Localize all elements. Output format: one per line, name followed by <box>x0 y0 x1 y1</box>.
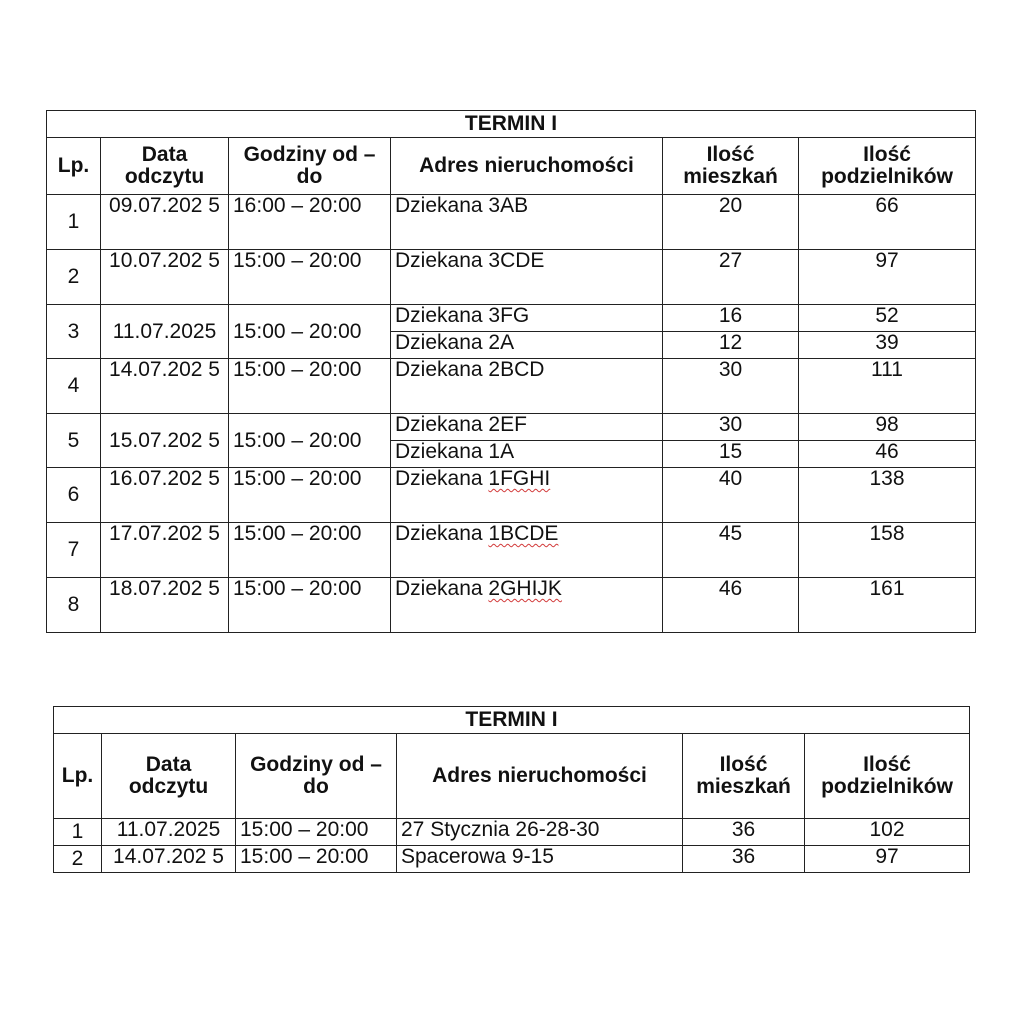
cell-address <box>391 468 663 523</box>
cell-address <box>391 523 663 578</box>
cell-lp: 2 <box>54 846 102 873</box>
cell-hours: 15:00 – 20:00 <box>229 578 391 633</box>
cell-apartments: 45 <box>663 523 799 578</box>
cell-lp: 6 <box>47 468 101 523</box>
address-number: 1FGHI <box>488 467 551 490</box>
address-number: 1BCDE <box>488 522 559 545</box>
cell-address: 27 Stycznia 26-28-30 <box>397 819 683 846</box>
header-address: Adres nieruchomości <box>397 734 683 819</box>
address-street: Dziekana <box>395 194 489 217</box>
cell-hours: 15:00 – 20:00 <box>236 846 397 873</box>
cell-apartments: 36 <box>683 846 805 873</box>
cell-address <box>391 195 663 250</box>
header-hours: Godziny od – do <box>229 138 391 195</box>
cell-date: 15.07.202 5 <box>101 414 229 468</box>
schedule-table-2 <box>53 706 970 873</box>
address-street: Dziekana <box>395 358 489 381</box>
address-number: 1A <box>488 440 515 463</box>
address-street: Dziekana <box>395 440 489 463</box>
schedule-table-1 <box>46 110 976 633</box>
header-hours: Godziny od – do <box>236 734 397 819</box>
table-row <box>54 846 970 873</box>
cell-meters: 39 <box>799 332 976 359</box>
cell-apartments: 15 <box>663 441 799 468</box>
cell-apartments: 12 <box>663 332 799 359</box>
cell-date: 16.07.202 5 <box>101 468 229 523</box>
cell-address <box>391 578 663 633</box>
header-address: Adres nieruchomości <box>391 138 663 195</box>
address-number: 2A <box>488 331 515 354</box>
address-number: 2GHIJK <box>488 577 562 600</box>
address-street: Dziekana <box>395 413 489 436</box>
address-number: 3FG <box>488 304 530 327</box>
cell-apartments: 16 <box>663 305 799 332</box>
cell-lp: 4 <box>47 359 101 414</box>
cell-lp: 1 <box>54 819 102 846</box>
address-street: Dziekana <box>395 304 489 327</box>
cell-meters: 52 <box>799 305 976 332</box>
cell-hours: 15:00 – 20:00 <box>229 305 391 359</box>
cell-apartments: 46 <box>663 578 799 633</box>
header-apartments: Ilość mieszkań <box>683 734 805 819</box>
header-lp: Lp. <box>47 138 101 195</box>
address-number: 3CDE <box>488 249 545 272</box>
cell-meters: 102 <box>805 819 970 846</box>
cell-address <box>391 414 663 441</box>
cell-lp: 5 <box>47 414 101 468</box>
cell-meters: 98 <box>799 414 976 441</box>
cell-hours: 15:00 – 20:00 <box>229 414 391 468</box>
cell-address <box>391 332 663 359</box>
cell-meters: 138 <box>799 468 976 523</box>
cell-hours: 15:00 – 20:00 <box>229 468 391 523</box>
cell-date: 17.07.202 5 <box>101 523 229 578</box>
table-row <box>47 250 976 305</box>
address-street: Dziekana <box>395 331 489 354</box>
cell-apartments: 27 <box>663 250 799 305</box>
cell-meters: 161 <box>799 578 976 633</box>
cell-hours: 16:00 – 20:00 <box>229 195 391 250</box>
cell-lp: 8 <box>47 578 101 633</box>
cell-date: 18.07.202 5 <box>101 578 229 633</box>
table-row <box>54 819 970 846</box>
table-row <box>47 359 976 414</box>
cell-lp: 7 <box>47 523 101 578</box>
address-street: Dziekana <box>395 467 489 490</box>
cell-date: 11.07.2025 <box>102 819 236 846</box>
cell-meters: 46 <box>799 441 976 468</box>
table-row <box>47 523 976 578</box>
cell-apartments: 30 <box>663 359 799 414</box>
cell-date: 10.07.202 5 <box>101 250 229 305</box>
address-street: Dziekana <box>395 577 489 600</box>
table-row <box>47 578 976 633</box>
cell-meters: 66 <box>799 195 976 250</box>
address-street: Dziekana <box>395 522 489 545</box>
header-date: Data odczytu <box>102 734 236 819</box>
cell-hours: 15:00 – 20:00 <box>229 250 391 305</box>
cell-address <box>391 250 663 305</box>
cell-apartments: 20 <box>663 195 799 250</box>
header-date: Data odczytu <box>101 138 229 195</box>
table-title: TERMIN I <box>47 111 976 138</box>
cell-meters: 158 <box>799 523 976 578</box>
cell-address <box>391 359 663 414</box>
cell-address <box>391 305 663 332</box>
cell-lp: 2 <box>47 250 101 305</box>
table-row <box>47 305 976 332</box>
address-number: 2BCD <box>488 358 545 381</box>
cell-lp: 1 <box>47 195 101 250</box>
header-meters: Ilość podzielników <box>805 734 970 819</box>
address-street: Dziekana <box>395 249 489 272</box>
cell-meters: 97 <box>805 846 970 873</box>
table-row <box>47 414 976 441</box>
table-row <box>47 468 976 523</box>
address-number: 3AB <box>488 194 529 217</box>
cell-date: 09.07.202 5 <box>101 195 229 250</box>
table-row <box>47 195 976 250</box>
header-meters: Ilość podzielników <box>799 138 976 195</box>
cell-lp: 3 <box>47 305 101 359</box>
header-apartments: Ilość mieszkań <box>663 138 799 195</box>
cell-hours: 15:00 – 20:00 <box>229 523 391 578</box>
header-lp: Lp. <box>54 734 102 819</box>
cell-apartments: 36 <box>683 819 805 846</box>
cell-address <box>391 441 663 468</box>
table-title: TERMIN I <box>54 707 970 734</box>
cell-meters: 97 <box>799 250 976 305</box>
cell-hours: 15:00 – 20:00 <box>236 819 397 846</box>
cell-hours: 15:00 – 20:00 <box>229 359 391 414</box>
address-number: 2EF <box>488 413 527 436</box>
cell-date: 14.07.202 5 <box>102 846 236 873</box>
cell-date: 14.07.202 5 <box>101 359 229 414</box>
cell-apartments: 30 <box>663 414 799 441</box>
cell-date: 11.07.2025 <box>101 305 229 359</box>
cell-apartments: 40 <box>663 468 799 523</box>
cell-address: Spacerowa 9-15 <box>397 846 683 873</box>
cell-meters: 111 <box>799 359 976 414</box>
